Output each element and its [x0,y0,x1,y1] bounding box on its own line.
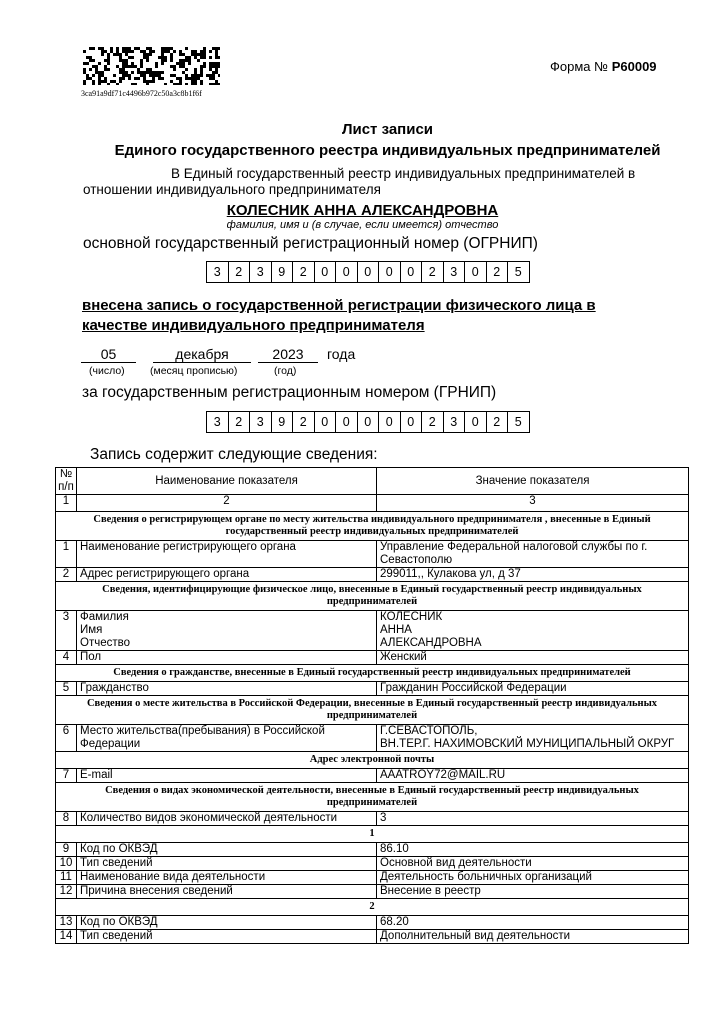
col-number-header: № п/п [56,468,77,495]
grnip-digit: 0 [357,411,380,433]
intro-line-2: отношении индивидуального предпринимателя [83,182,381,197]
section-row [56,696,689,725]
ogrnip-digit: 0 [464,261,487,283]
ogrnip-digit: 2 [292,261,315,283]
grnip-digit: 3 [249,411,272,433]
barcode-image [83,47,220,85]
row-value: Деятельность больничных организаций [377,871,689,885]
table-row [56,885,689,899]
row-value: 299011,, Кулакова ул, д 37 [377,568,689,582]
row-value: Дополнительный вид деятельности [377,930,689,944]
row-value: 3 [377,812,689,826]
row-name: Код по ОКВЭД [77,916,377,930]
table-row [56,812,689,826]
row-name: Адрес регистрирующего органа [77,568,377,582]
table-heading: Запись содержит следующие сведения: [90,446,378,463]
ogrnip-digit: 5 [507,261,530,283]
ogrnip-label: основной государственный регистрационный номер (ОГРНИП) [83,235,538,252]
ogrnip-digit: 0 [400,261,423,283]
table-row [56,857,689,871]
date-month-hint: (месяц прописью) [150,365,238,377]
row-name: Тип сведений [77,857,377,871]
row-number: 7 [56,769,77,783]
col-index-3: 3 [377,495,689,512]
entrepreneur-name: КОЛЕСНИК АННА АЛЕКСАНДРОВНА [226,202,499,219]
grnip-digit: 5 [507,411,530,433]
row-number: 11 [56,871,77,885]
row-value: КОЛЕСНИК АННА АЛЕКСАНДРОВНА [377,611,689,651]
row-number: 5 [56,682,77,696]
record-details-table [55,467,689,944]
col-index-1: 1 [56,495,77,512]
table-row [56,725,689,752]
table-row [56,568,689,582]
table-row [56,843,689,857]
table-row [56,930,689,944]
record-description: внесена запись о государственной регистрации физического лица в качестве индивидуального предпринимателя [82,297,596,334]
row-value: Внесение в реестр [377,885,689,899]
ogrnip-digit: 2 [228,261,251,283]
col-index-2: 2 [77,495,377,512]
grnip-number [207,411,530,433]
row-number: 3 [56,611,77,651]
intro-line-1: В Единый государственный реестр индивидуальных предпринимателей в [171,166,636,181]
section-row [56,783,689,812]
ogrnip-digit: 2 [421,261,444,283]
ogrnip-digit: 0 [378,261,401,283]
row-value: Гражданин Российской Федерации [377,682,689,696]
grnip-digit: 0 [314,411,337,433]
row-name: Пол [77,651,377,665]
date-year-hint: (год) [274,365,297,377]
section-row [56,752,689,769]
row-name: Причина внесения сведений [77,885,377,899]
date-day: 05 [81,346,136,363]
table-row [56,769,689,783]
row-name: Фамилия Имя Отчество [77,611,377,651]
grnip-digit: 0 [378,411,401,433]
row-value: Г.СЕВАСТОПОЛЬ, ВН.ТЕР.Г. НАХИМОВСКИЙ МУНИЦИПАЛЬНЫЙ ОКРУГ [377,725,689,752]
grnip-digit: 0 [464,411,487,433]
ogrnip-digit: 3 [249,261,272,283]
ogrnip-digit: 0 [357,261,380,283]
form-number [550,59,657,74]
col-value-header: Значение показателя [377,468,689,495]
ogrnip-number [207,261,530,283]
grnip-digit: 3 [206,411,229,433]
grnip-digit: 2 [228,411,251,433]
date-month: декабря [153,346,251,363]
ogrnip-digit: 0 [335,261,358,283]
section-row [56,665,689,682]
row-value: AAATROY72@MAIL.RU [377,769,689,783]
row-name: Наименование регистрирующего органа [77,541,377,568]
form-code: Р60009 [611,59,657,74]
ogrnip-digit: 3 [443,261,466,283]
row-value: Основной вид деятельности [377,857,689,871]
form-label: Форма № [550,59,609,74]
ogrnip-digit: 2 [486,261,509,283]
grnip-digit: 9 [271,411,294,433]
grnip-digit: 2 [292,411,315,433]
row-value: 68.20 [377,916,689,930]
ogrnip-digit: 0 [314,261,337,283]
grnip-digit: 2 [421,411,444,433]
grnip-digit: 0 [335,411,358,433]
row-name: Код по ОКВЭД [77,843,377,857]
section-title: 2 [56,899,689,916]
table-row [56,611,689,651]
table-row [56,651,689,665]
row-name: Тип сведений [77,930,377,944]
row-number: 13 [56,916,77,930]
row-name: Наименование вида деятельности [77,871,377,885]
section-title: Сведения о месте жительства в Российской Федерации, внесенные в Единый государственный реестр индивидуальных предпринимателей [56,696,689,725]
row-number: 14 [56,930,77,944]
row-value: 86.10 [377,843,689,857]
row-name: Место жительства(пребывания) в Российской Федерации [77,725,377,752]
row-value: Управление Федеральной налоговой службы по г. Севастополю [377,541,689,568]
table-header-row [56,468,689,495]
section-row [56,582,689,611]
barcode-text: 3ca91a9df71c4496b972c50a3c8b1f6f [81,89,202,98]
row-number: 10 [56,857,77,871]
col-name-header: Наименование показателя [77,468,377,495]
grnip-digit: 3 [443,411,466,433]
table-row [56,541,689,568]
row-number: 1 [56,541,77,568]
ogrnip-digit: 9 [271,261,294,283]
row-name: E-mail [77,769,377,783]
section-title: Адрес электронной почты [56,752,689,769]
name-hint: фамилия, имя и (в случае, если имеется) отчество [226,219,499,231]
table-row [56,682,689,696]
section-row [56,899,689,916]
grnip-label: за государственным регистрационным номером (ГРНИП) [82,384,497,401]
row-name: Количество видов экономической деятельности [77,812,377,826]
table-index-row [56,495,689,512]
date-day-hint: (число) [89,365,125,377]
document-title: Лист записи [341,121,434,138]
section-title: Сведения о регистрирующем органе по месту жительства индивидуального предпринимателя , внесенные в Единый государственный реестр индивидуальных предпринимателей [56,512,689,541]
section-title: 1 [56,826,689,843]
row-number: 6 [56,725,77,752]
row-number: 12 [56,885,77,899]
grnip-digit: 0 [400,411,423,433]
row-number: 8 [56,812,77,826]
row-value: Женский [377,651,689,665]
date-year-word: года [327,346,356,362]
row-number: 2 [56,568,77,582]
ogrnip-digit: 3 [206,261,229,283]
section-row [56,512,689,541]
grnip-digit: 2 [486,411,509,433]
section-title: Сведения о видах экономической деятельности, внесенные в Единый государственный реестр индивидуальных предпринимателей [56,783,689,812]
table-row [56,871,689,885]
table-row [56,916,689,930]
date-year: 2023 [258,346,318,363]
row-number: 9 [56,843,77,857]
row-number: 4 [56,651,77,665]
section-title: Сведения, идентифицирующие физическое лицо, внесенные в Единый государственный реестр индивидуальных предпринимателей [56,582,689,611]
row-name: Гражданство [77,682,377,696]
section-title: Сведения о гражданстве, внесенные в Единый государственный реестр индивидуальных предпринимателей [56,665,689,682]
section-row [56,826,689,843]
document-subtitle: Единого государственного реестра индивидуальных предпринимателей [114,142,661,159]
